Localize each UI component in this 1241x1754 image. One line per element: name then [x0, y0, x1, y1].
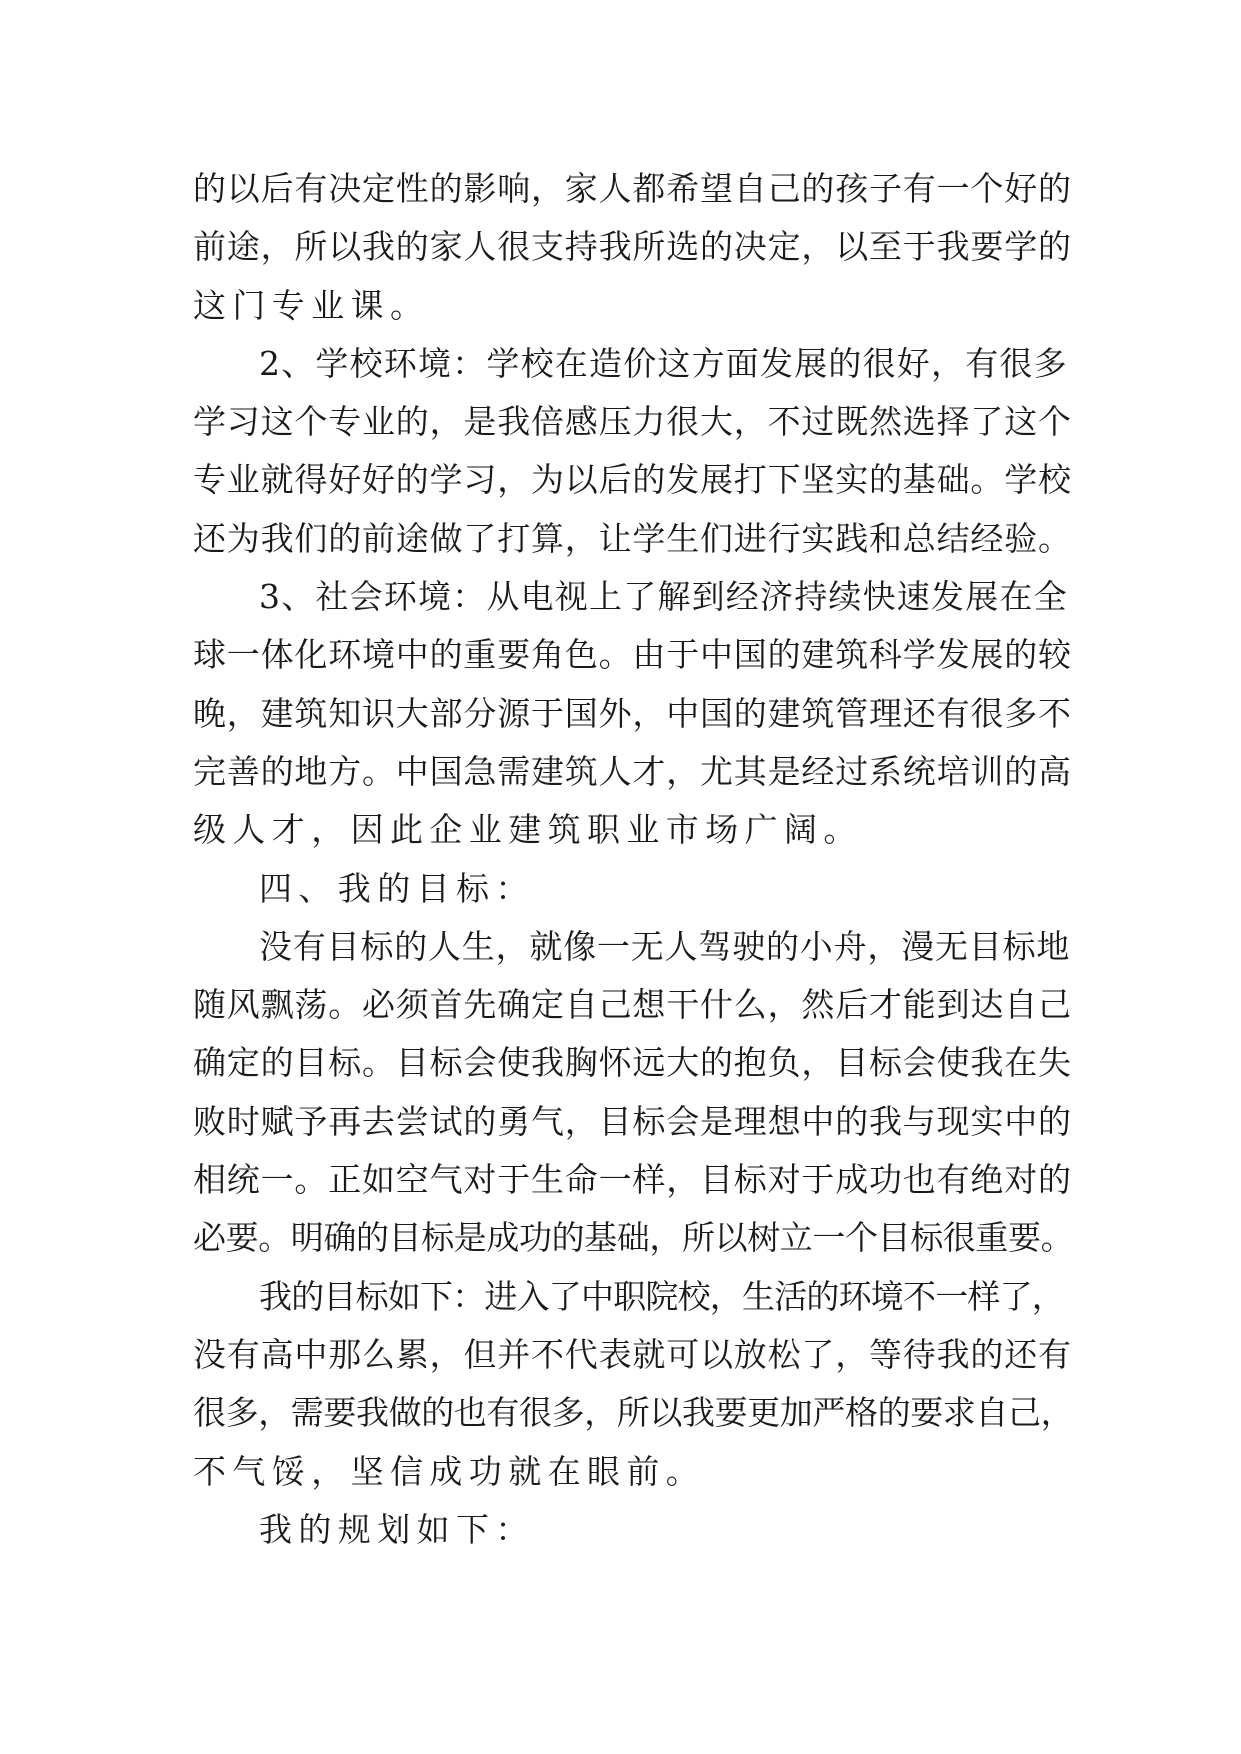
- text-line: 专业就得好好的学习，为以后的发展打下坚实的基础。学校: [193, 460, 1072, 500]
- text-line: 完善的地方。中国急需建筑人才，尤其是经过系统培训的高: [193, 751, 1072, 791]
- text-line: 球一体化环境中的重要角色。由于中国的建筑科学发展的较: [193, 635, 1072, 675]
- text-line: 我的规划如下：: [259, 1509, 535, 1549]
- text-line: 很多，需要我做的也有很多，所以我要更加严格的要求自己，: [193, 1393, 1074, 1433]
- text-line: 败时赋予再去尝试的勇气，目标会是理想中的我与现实中的: [193, 1101, 1072, 1141]
- text-line: 前途，所以我的家人很支持我所选的决定，以至于我要学的: [193, 227, 1072, 267]
- section-heading: 四、我的目标：: [259, 868, 535, 908]
- text-line: 不气馁，坚信成功就在眼前。: [193, 1451, 706, 1491]
- text-line: 我的目标如下：进入了中职院校，生活的环境不一样了，: [259, 1276, 1065, 1316]
- text-line: 的以后有决定性的影响，家人都希望自己的孩子有一个好的: [193, 169, 1072, 208]
- text-line: 相统一。正如空气对于生命一样，目标对于成功也有绝对的: [193, 1160, 1072, 1200]
- text-line: 确定的目标。目标会使我胸怀远大的抱负，目标会使我在失: [193, 1043, 1072, 1083]
- text-line: 学习这个专业的，是我倍感压力很大，不过既然选择了这个: [193, 402, 1072, 442]
- text-line: 还为我们的前途做了打算，让学生们进行实践和总结经验。: [193, 518, 1072, 558]
- text-line: 没有高中那么累，但并不代表就可以放松了，等待我的还有: [193, 1334, 1072, 1374]
- text-line: 这门专业课。: [193, 285, 430, 325]
- text-line: 级人才，因此企业建筑职业市场广阔。: [193, 810, 863, 850]
- text-line: 3、社会环境：从电视上了解到经济持续快速发展在全: [259, 577, 1068, 617]
- text-line: 必要。明确的目标是成功的基础，所以树立一个目标很重要。: [193, 1218, 1074, 1258]
- text-line: 2、学校环境：学校在造价这方面发展的很好，有很多: [259, 343, 1068, 383]
- text-line: 随风飘荡。必须首先确定自己想干什么，然后才能到达自己: [193, 985, 1072, 1025]
- document-body: [193, 160, 1073, 1559]
- text-line: 晚，建筑知识大部分源于国外，中国的建筑管理还有很多不: [193, 693, 1072, 733]
- text-line: 没有目标的人生，就像一无人驾驶的小舟，漫无目标地: [259, 926, 1071, 966]
